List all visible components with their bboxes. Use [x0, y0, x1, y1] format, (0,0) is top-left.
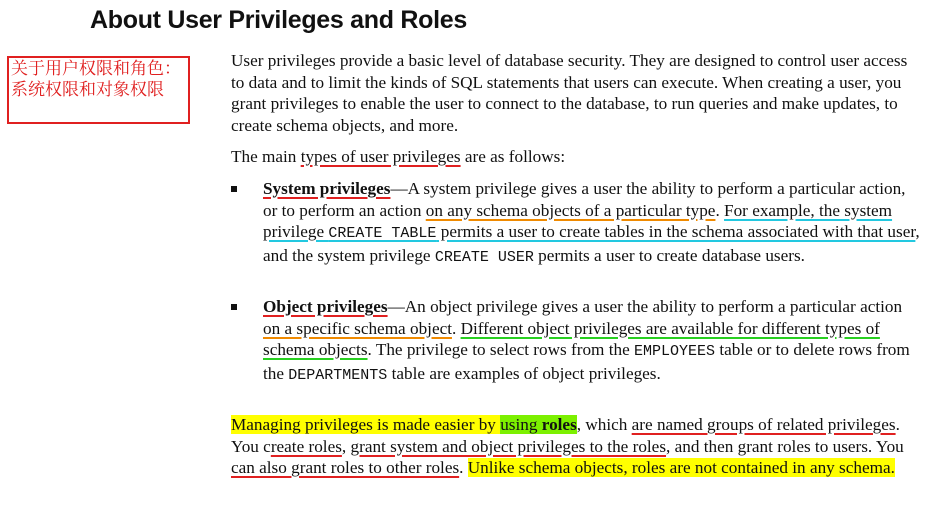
highlight-managing: Managing privileges is made easier by: [231, 415, 501, 434]
text-segment: table are examples of object privileges.: [387, 363, 661, 383]
named-groups-underlined: are named groups of related privileges: [631, 415, 896, 434]
text-segment: .: [715, 200, 725, 220]
text-segment: . You c: [231, 415, 900, 456]
code-create-table: CREATE TABLE: [328, 225, 437, 242]
text-segment: permits a user to create database users.: [533, 245, 805, 265]
text-segment: permits a user to create tables in the schema associated with that user: [436, 222, 916, 241]
text-segment: .: [451, 318, 461, 338]
types-paragraph: [231, 146, 921, 168]
text-segment: , which: [576, 415, 632, 434]
text-segment: .: [459, 458, 468, 477]
text-segment: The main: [231, 147, 301, 166]
bullet-marker: [231, 186, 237, 192]
types-of-privileges-underlined: types of user privileges: [300, 147, 461, 166]
text-segment: —An object privilege gives a user the ability to perform a particular action: [387, 297, 903, 316]
text-segment: ,: [341, 436, 351, 456]
object-privileges-term: Object privileges: [263, 297, 388, 316]
text-segment: , and the system privilege: [263, 222, 920, 265]
system-privileges-item: [263, 178, 923, 268]
text-segment: —A system privilege gives a user the ability to perform a particular action, or to perform an action: [263, 179, 906, 220]
text-segment: For example, the system privilege: [263, 200, 893, 241]
annotation-note: 关于用户权限和角色：系统权限和对象权限: [7, 56, 190, 124]
create-roles-underlined: reate roles: [270, 436, 342, 456]
intro-paragraph: User privileges provide a basic level of database security. They are designed to control user access to data and to limit the kinds of SQL statements that users can execute. When creating a user, you grant privileges to enable the user to connect to the database, to run queries and make updates, to create schema objects, and more.: [231, 51, 908, 135]
roles-paragraph: [231, 414, 921, 479]
text-segment: are as follows:: [460, 147, 566, 166]
any-schema-objects-underlined: on any schema objects of a particular type: [425, 200, 716, 220]
highlight-using: using: [500, 415, 542, 434]
text-segment: . The privilege to select rows from the: [367, 340, 635, 359]
page-title: About User Privileges and Roles: [90, 6, 467, 34]
code-departments: DEPARTMENTS: [288, 366, 388, 384]
different-object-privileges-underlined: Different object privileges are available for different types of schema objects: [263, 318, 880, 359]
bullet-marker: [231, 304, 237, 310]
highlight-roles: roles: [541, 415, 577, 434]
highlight-unlike-schema: Unlike schema objects, roles are not contained in any schema.: [467, 458, 895, 477]
grant-privileges-underlined: grant system and object privileges to the roles: [350, 436, 667, 456]
text-segment: , and then grant roles to users. You: [666, 436, 904, 456]
code-create-user: CREATE USER: [434, 248, 534, 266]
text-segment: table or to delete rows from the: [263, 340, 910, 383]
object-privileges-item: [263, 296, 923, 386]
system-privileges-term: System privileges: [263, 179, 391, 198]
code-employees: EMPLOYEES: [634, 343, 716, 360]
grant-roles-underlined: can also grant roles to other roles: [231, 458, 460, 477]
specific-schema-object-underlined: on a specific schema object: [263, 318, 452, 338]
